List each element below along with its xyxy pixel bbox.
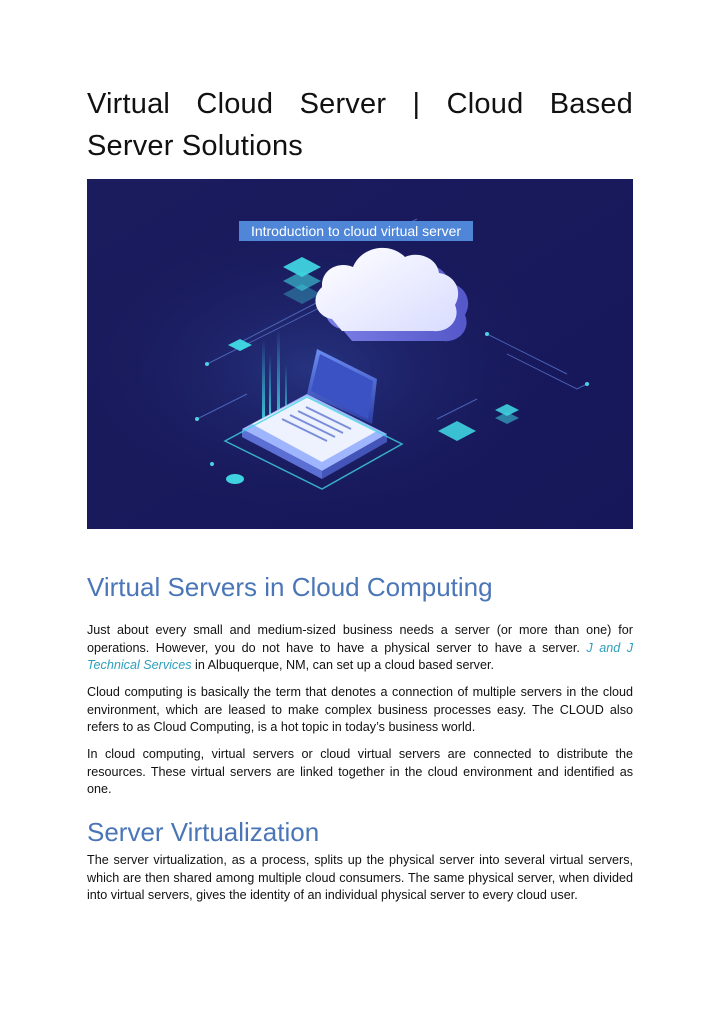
paragraph-server-virtualization: The server virtualization, as a process, splits up the physical server into several virtual servers, which are then shared among multiple cloud consumers. The same physical server, when divided into virtual servers, gives the identity of an individual physical server to every cloud user.: [87, 853, 633, 903]
section-heading-virtual-servers: Virtual Servers in Cloud Computing: [87, 572, 493, 602]
paragraph-virtual-servers: In cloud computing, virtual servers or cloud virtual servers are connected to distribute the resources. These virtual servers are linked together in the cloud environment and identified as one.: [87, 747, 633, 797]
page-title: Virtual Cloud Server | Cloud Based Server Solutions: [87, 88, 633, 162]
hero-banner-label: Introduction to cloud virtual server: [239, 221, 473, 241]
paragraph-intro-text-end: in Albuquerque, NM, can set up a cloud based server.: [195, 658, 494, 673]
paragraph-intro: [87, 622, 633, 675]
company-link[interactable]: J and J Technical Services: [87, 640, 634, 673]
paragraph-cloud-computing: Cloud computing is basically the term that denotes a connection of multiple servers in the cloud environment, which are leased to make complex business processes easy. The CLOUD also refers to as Cloud Computing, is a hot topic in today’s business world.: [87, 685, 633, 735]
section-heading-server-virtualization: Server Virtualization: [87, 817, 320, 847]
hero-image: [87, 179, 633, 529]
paragraph-intro-text: Just about every small and medium-sized business needs a server (or more than one) for operations. However, you do not have to have a physical server to have a server.: [87, 623, 633, 655]
